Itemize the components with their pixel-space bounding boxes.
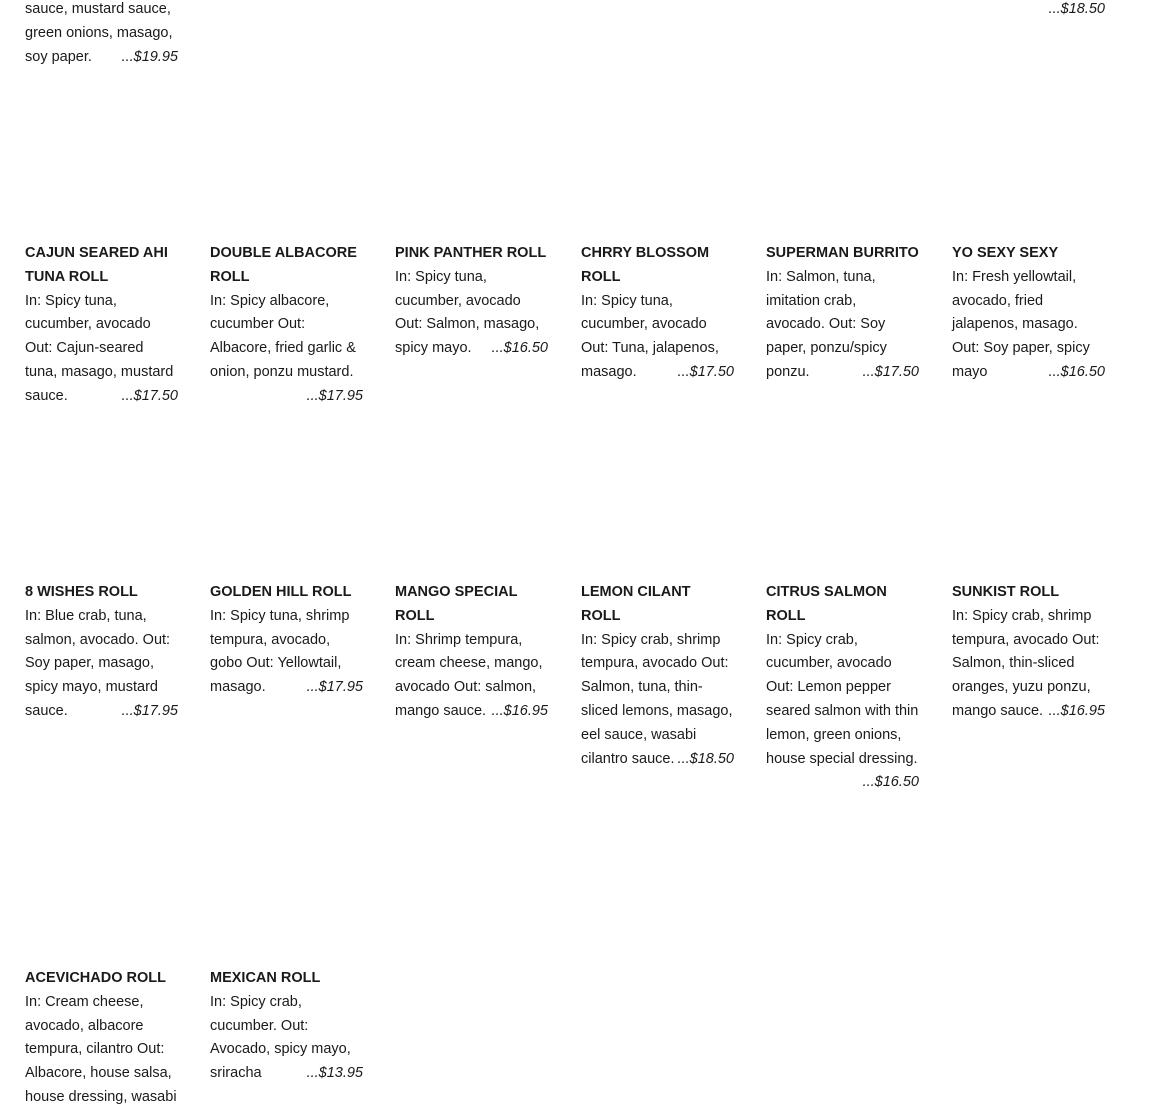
menu-item [210,967,363,1086]
item-title: ACEVICHADO ROLL [25,970,166,986]
menu-item [210,581,363,700]
item-price: ...$17.50 [121,387,178,404]
item-title: MANGO SPECIAL ROLL [395,584,518,624]
item-price: ...$18.50 [677,750,734,767]
item-description: In: Spicy tuna, cucumber, avocado Out: Tuna, jalapenos, masago. ...$17.50 [581,290,734,385]
menu-item [581,242,734,385]
item-price: ...$17.50 [677,363,734,380]
menu-item-partial [952,0,1105,22]
menu-item [25,967,178,1110]
item-title: 8 WISHES ROLL [25,584,138,600]
item-title: LEMON CILANT ROLL [581,584,691,624]
menu-item [395,581,548,724]
item-price: ...$16.95 [1048,702,1105,719]
item-description: In: Spicy albacore, cucumber Out: Albacore, fried garlic & onion, ponzu mustard. ...$17.95 [210,290,363,385]
item-price: ...$16.50 [1048,363,1105,380]
item-price: ...$17.95 [306,387,363,404]
item-description: In: Cream cheese, avocado, albacore tempura, cilantro Out: Albacore, house salsa, house dressing, wasabi [25,993,177,1105]
item-title: GOLDEN HILL ROLL [210,584,352,600]
item-description: In: Salmon, tuna, imitation crab, avocado. Out: Soy paper, ponzu/spicy ponzu. ...$17.50 [766,266,919,385]
item-description: sauce, mustard sauce, green onions, masago, soy paper. ...$19.95 [25,0,178,69]
item-price: ...$17.50 [862,363,919,380]
item-description: In: Blue crab, tuna, salmon, avocado. Out: Soy paper, masago, spicy mayo, mustard sauce. ...$17.95 [25,605,178,724]
menu-item-partial [25,0,178,69]
item-description: In: Spicy tuna, cucumber, avocado Out: Salmon, masago, spicy mayo. ...$16.50 [395,266,548,361]
item-description: In: Spicy crab, cucumber, avocado Out: Lemon pepper seared salmon with thin lemon, green onions, house special dressing. ...$16.50 [766,629,919,772]
menu-item [952,581,1105,724]
item-title: YO SEXY SEXY [952,245,1059,261]
menu-item [395,242,548,361]
item-title: PINK PANTHER ROLL [395,245,547,261]
item-price: ...$19.95 [121,48,178,65]
menu-item [766,242,919,385]
menu-item [25,581,178,724]
item-description: In: Spicy tuna, shrimp tempura, avocado, gobo Out: Yellowtail, masago. ...$17.95 [210,605,363,700]
item-title: CHRRY BLOSSOM ROLL [581,245,710,285]
item-title: CAJUN SEARED AHI TUNA ROLL [25,245,168,285]
item-title: CITRUS SALMON ROLL [766,584,887,624]
item-price: ...$17.95 [121,702,178,719]
item-price: ...$18.50 [1048,1,1105,17]
item-description: In: Shrimp tempura, cream cheese, mango, avocado Out: salmon, mango sauce. ...$16.95 [395,629,548,724]
item-description: In: Spicy crab, cucumber. Out: Avocado, spicy mayo, sriracha ...$13.95 [210,991,363,1086]
item-title: DOUBLE ALBACORE ROLL [210,245,357,285]
item-title: MEXICAN ROLL [210,970,321,986]
item-title: SUNKIST ROLL [952,584,1060,600]
menu-item [766,581,919,795]
menu-item [25,242,178,409]
item-description: In: Fresh yellowtail, avocado, fried jalapenos, masago. Out: Soy paper, spicy mayo ...$16.50 [952,266,1105,385]
menu-item [210,242,363,409]
item-price: ...$17.95 [306,679,363,696]
item-price: ...$16.50 [491,340,548,357]
item-title: SUPERMAN BURRITO [766,245,919,261]
item-price: ...$13.95 [306,1065,363,1082]
item-price: ...$16.50 [862,774,919,791]
item-description: In: Spicy crab, shrimp tempura, avocado Out: Salmon, thin-sliced oranges, yuzu ponzu, mango sauce. ...$16.95 [952,605,1105,724]
item-description: In: Spicy tuna, cucumber, avocado Out: Cajun-seared tuna, masago, mustard sauce. ...$17.50 [25,290,178,409]
menu-item [581,581,734,771]
item-description: In: Spicy crab, shrimp tempura, avocado Out: Salmon, tuna, thin-sliced lemons, masago, eel sauce, wasabi cilantro sauce. ...$18.50 [581,629,734,772]
item-price: ...$16.95 [491,702,548,719]
menu-item [952,242,1105,385]
